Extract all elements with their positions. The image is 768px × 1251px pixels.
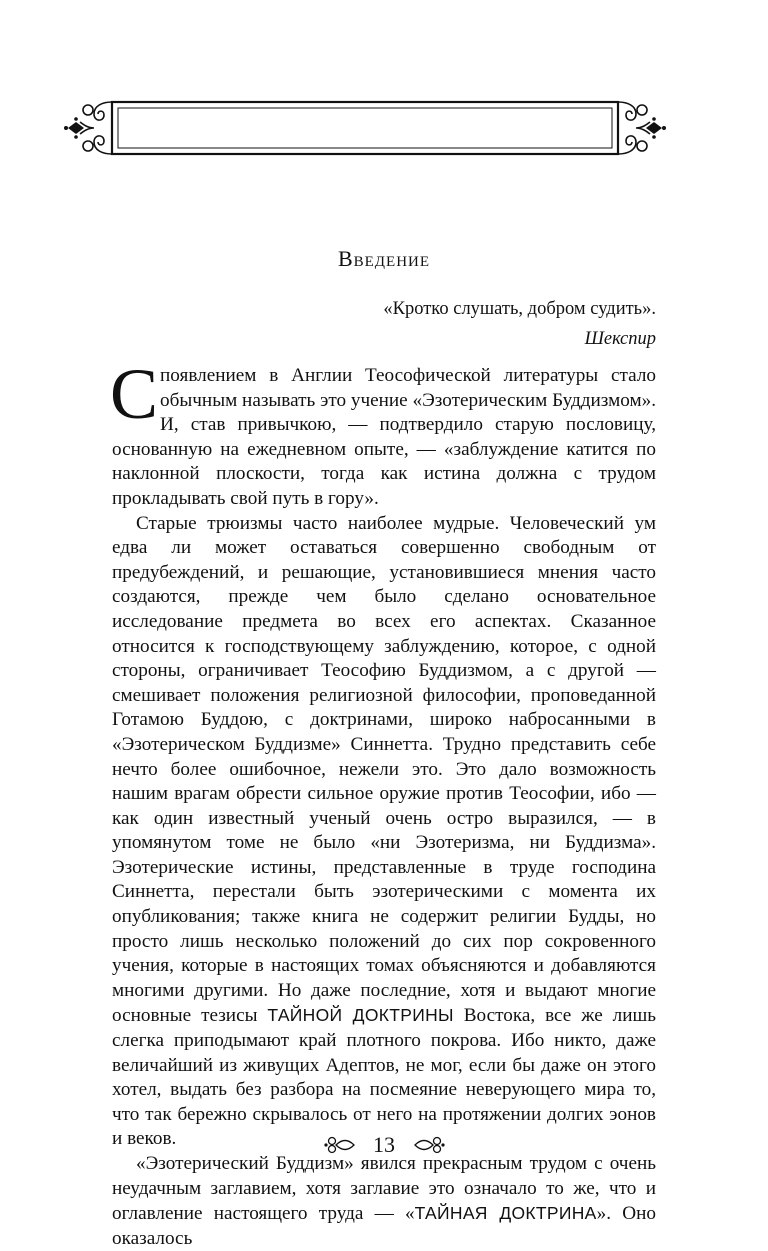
paragraph-2-text: Старые трюизмы часто наиболее мудрые. Человеческий ум едва ли может оставаться совершенно свободным от предубеждений, и решающие, установившиеся мнения часто создаются, прежде чем было сделано основательное исследование предмета во всех его аспектах. Сказанное относится к господствующему заблуждению, которое, с одной стороны, ограничивает Теософию Буддизмом, а с другой — смешивает положения религиозной философии, проповеданной Готамою Буддою, с доктринами, широко набросанными в «Эзотерическом Буддизме» Синнетта. Трудно представить себе нечто более ошибочное, нежели это. Это дало возможность нашим врагам обрести сильное оружие против Теософии, ибо — как один известный ученый очень остро выразился, — в упомянутом томе не было «ни Эзотеризма, ни Буддизма». Эзотерические истины, представленные в труде господина Синнетта, перестали быть эзотерическими с момента их опубликования; также книга не содержит религии Будды, но просто лишь несколько положений до сих пор сокровенного учения, которые в настоящих томах объясняются и добавляются многими другими. Но даже последние, хотя и выдают многие основные тезисы bbox=[112, 512, 656, 1027]
drop-cap: С bbox=[110, 354, 159, 434]
page-number: 13 bbox=[373, 1131, 395, 1157]
epigraph-quote: «Кротко слушать, добром судить». bbox=[383, 299, 656, 319]
paragraph-2-end: Востока, все же лишь слегка приподымают край плотного покрова. Ибо никто, даже величайший из живущих Адептов, не мог, если бы даже он этого хотел, выдать без разбора на посмеяние неверующего мира то, что так бережно скрывалось от него на протяжении долгих эонов и веков. bbox=[112, 1005, 657, 1150]
secret-doctrine-title-caps: ТАЙНАЯ ДОКТРИНА bbox=[414, 1203, 597, 1224]
right-flourish-icon bbox=[411, 1135, 445, 1155]
body-text bbox=[110, 354, 657, 1251]
chapter-title: Введение bbox=[337, 246, 431, 271]
paragraph-1-text: появлением в Англии Теософической литературы стало обычным называть это учение «Эзотерическим Буддизмом». И, став привычкою, — подтвердило старую пословицу, основанную на ежедневном опыте, — «заблуждение катится по наклонной плоскости, тогда как истина должна с трудом прокладывать свой путь в гору». bbox=[112, 365, 656, 509]
left-flourish-icon bbox=[324, 1135, 358, 1155]
ornamental-header-frame bbox=[62, 92, 668, 164]
page-footer bbox=[0, 1130, 768, 1158]
paragraph-3-end: ». Оно оказалось bbox=[112, 1203, 656, 1249]
paragraph-3-text: «Эзотерический Буддизм» явился прекрасным трудом с очень неудачным заглавием, хотя заглавие это означало то же, что и оглавление настоящего труда — « bbox=[112, 1153, 656, 1225]
paragraph-1 bbox=[110, 354, 656, 512]
secret-doctrine-caps: ТАЙНОЙ ДОКТРИНЫ bbox=[267, 1005, 454, 1026]
epigraph bbox=[383, 294, 656, 354]
ornament-frame-icon bbox=[62, 92, 668, 164]
paragraph-3 bbox=[112, 1152, 656, 1251]
paragraph-2 bbox=[112, 512, 656, 1152]
epigraph-author: Шекспир bbox=[584, 329, 656, 349]
